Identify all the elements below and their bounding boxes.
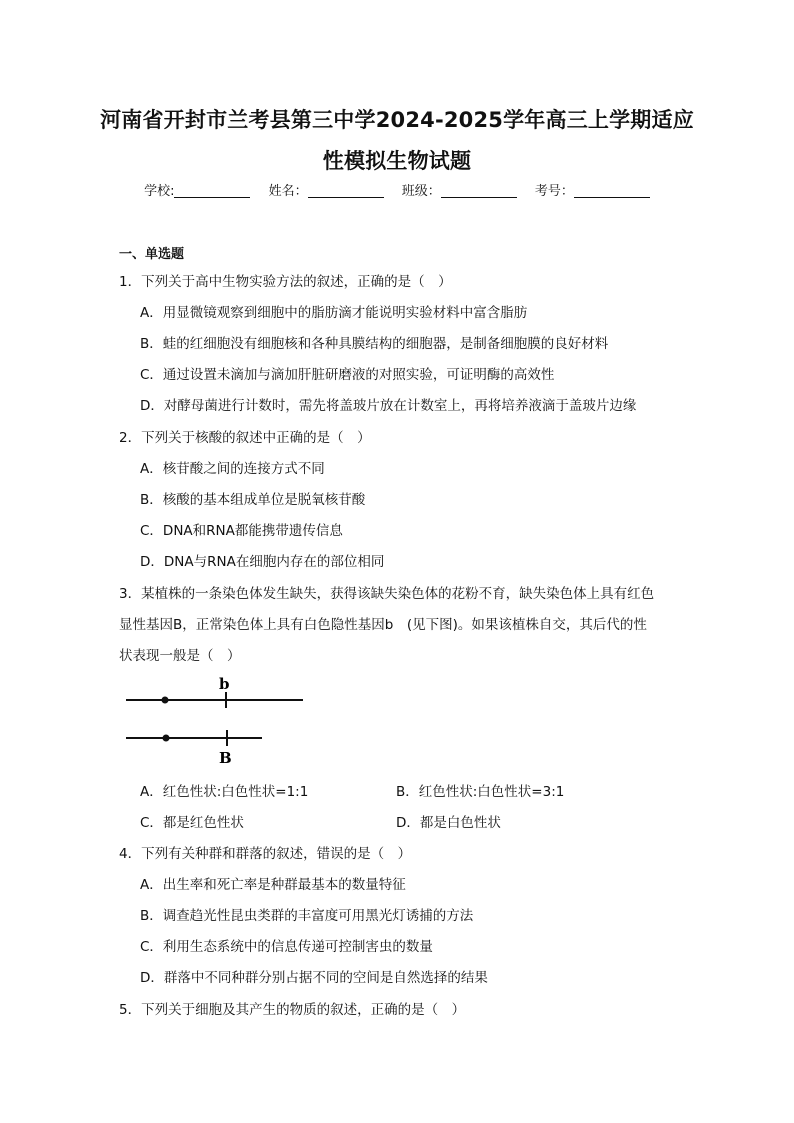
question-3-option-d: D．都是白色性状	[396, 815, 501, 831]
question-4-option-b: B．调查趋光性昆虫类群的丰富度可用黑光灯诱捕的方法	[140, 908, 474, 924]
question-3-option-a: A．红色性状:白色性状=1:1	[140, 784, 309, 800]
question-2-stem: 2．下列关于核酸的叙述中正确的是（ ）	[119, 430, 371, 446]
name-label: 姓名：	[268, 184, 308, 199]
student-info-row	[0, 180, 794, 199]
question-1-option-b: B．蛙的红细胞没有细胞核和各种具膜结构的细胞器，是制备细胞膜的良好材料	[140, 336, 609, 352]
question-4-option-c: C．利用生态系统中的信息传递可控制害虫的数量	[140, 939, 433, 955]
question-4-option-a: A．出生率和死亡率是种群最基本的数量特征	[140, 877, 406, 893]
name-blank[interactable]	[308, 184, 384, 198]
question-1-stem: 1．下列关于高中生物实验方法的叙述，正确的是（ ）	[119, 274, 452, 290]
question-3-option-b: B．红色性状:白色性状=3:1	[396, 784, 565, 800]
question-3-option-c: C．都是红色性状	[140, 815, 244, 831]
question-3-stem-line1: 3．某植株的一条染色体发生缺失，获得该缺失染色体的花粉不育，缺失染色体上具有红色	[119, 586, 655, 602]
page-title-line2: 性模拟生物试题	[322, 149, 472, 173]
class-blank[interactable]	[441, 184, 517, 198]
question-2-option-b: B．核酸的基本组成单位是脱氧核苷酸	[140, 492, 366, 508]
gene-label-B: B	[219, 749, 232, 767]
question-2-option-c: C．DNA和RNA都能携带遗传信息	[140, 523, 343, 539]
centromere-deleted	[163, 735, 170, 742]
section-heading: 一、单选题	[119, 247, 185, 262]
question-2-option-d: D．DNA与RNA在细胞内存在的部位相同	[140, 554, 385, 570]
question-3-stem-line2: 显性基因B，正常染色体上具有白色隐性基因b (见下图)。如果该植株自交，其后代的性	[119, 617, 647, 633]
school-label: 学校:	[144, 184, 175, 199]
class-label: 班级：	[401, 184, 441, 199]
centromere-normal	[162, 697, 169, 704]
exam-number-blank[interactable]	[574, 184, 650, 198]
question-5-stem: 5．下列关于细胞及其产生的物质的叙述，正确的是（ ）	[119, 1002, 466, 1018]
question-1-option-a: A．用显微镜观察到细胞中的脂肪滴才能说明实验材料中富含脂肪	[140, 305, 528, 321]
question-1-option-d: D．对酵母菌进行计数时，需先将盖玻片放在计数室上，再将培养液滴于盖玻片边缘	[140, 398, 637, 414]
chromosome-diagram	[120, 676, 320, 768]
exam-number-label: 考号：	[534, 184, 574, 199]
question-2-option-a: A．核苷酸之间的连接方式不同	[140, 461, 325, 477]
question-4-option-d: D．群落中不同种群分别占据不同的空间是自然选择的结果	[140, 970, 488, 986]
page-title-line1: 河南省开封市兰考县第三中学2024-2025学年高三上学期适应	[100, 108, 694, 132]
question-1-option-c: C．通过设置未滴加与滴加肝脏研磨液的对照实验，可证明酶的高效性	[140, 367, 555, 383]
question-3-stem-line3: 状表现一般是（ ）	[119, 648, 241, 664]
gene-label-b: b	[219, 676, 230, 693]
school-blank[interactable]	[174, 184, 250, 198]
question-4-stem: 4．下列有关种群和群落的叙述，错误的是（ ）	[119, 846, 412, 862]
